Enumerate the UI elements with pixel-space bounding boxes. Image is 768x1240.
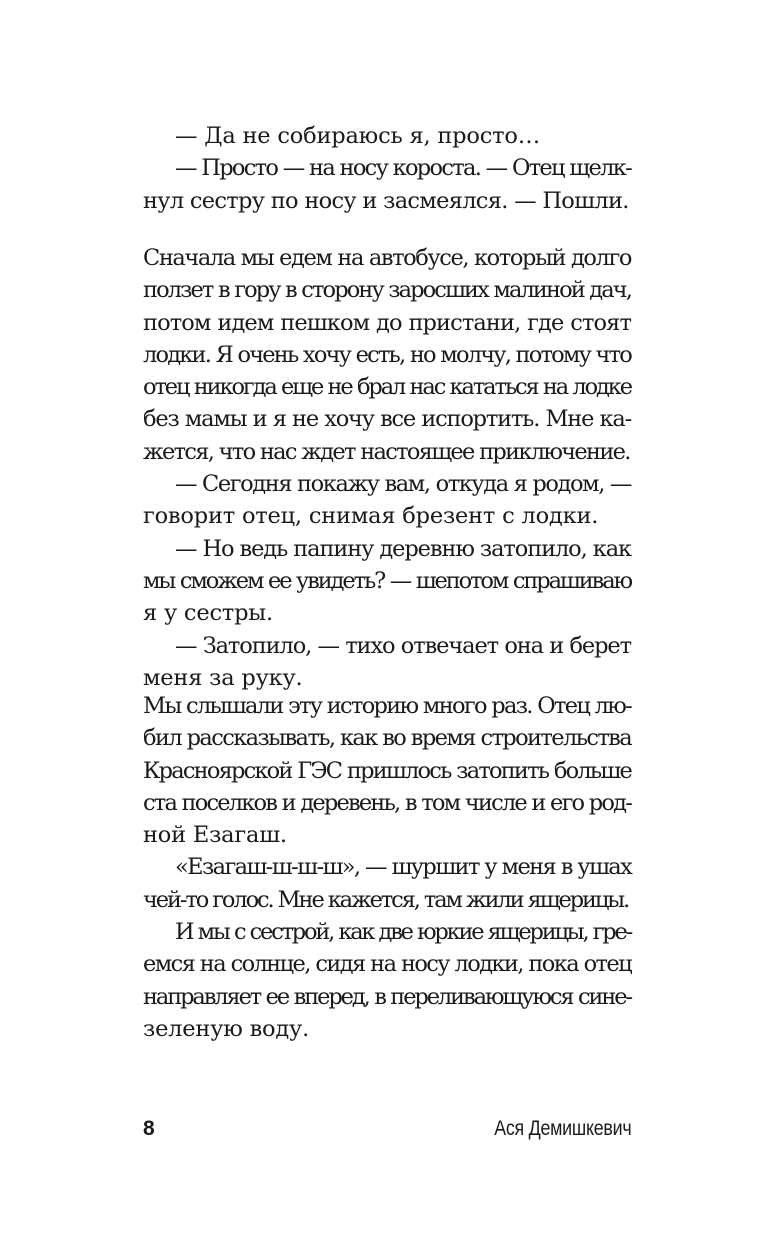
text-line: — Затопило, — тихо отвечает она и берет <box>175 632 631 659</box>
text-line: потом идем пешком до пристани, где стоят <box>143 309 631 336</box>
text-line: Мы слышали эту историю много раз. Отец лю- <box>143 693 631 719</box>
paragraph-block-village-story <box>143 690 631 1045</box>
text-line: меня за руку. <box>143 664 303 691</box>
text-line: говорит отец, снимая брезент с лодки. <box>143 503 599 530</box>
text-line: «Езагаш-ш-ш-ш», — шуршит у меня в ушах <box>175 854 632 881</box>
text-line: И мы с сестрой, как две юркие ящерицы, гре- <box>175 919 631 946</box>
text-line: Красноярской ГЭС пришлось затопить больше <box>143 757 631 784</box>
text-line: я у сестры. <box>143 600 273 627</box>
paragraph-block-boat-trip <box>143 242 631 694</box>
text-line: ста поселков и деревень, в том числе и его род- <box>143 789 631 816</box>
page-footer <box>143 1117 631 1147</box>
page-number: 8 <box>143 1117 155 1140</box>
text-line: направляет ее вперед, в переливающуюся сине- <box>143 983 631 1010</box>
text-line: — Да не собираюсь я, просто… <box>175 123 541 149</box>
running-footer-author: Ася Демишкевич <box>493 1117 631 1140</box>
dialogue-block-opening <box>143 120 631 217</box>
text-line: ной Езагаш. <box>143 822 287 849</box>
text-line: зеленую воду. <box>143 1015 310 1042</box>
text-line: — Сегодня покажу вам, откуда я родом, — <box>175 471 631 498</box>
text-line: чей-то голос. Мне кажется, там жили ящерицы. <box>143 886 629 913</box>
text-line: лодки. Я очень хочу есть, но молчу, потому что <box>143 341 631 368</box>
text-line: Сначала мы едем на автобусе, который долго <box>143 245 631 271</box>
text-line: жется, что нас ждет настоящее приключение. <box>143 438 630 465</box>
text-line: емся на солнце, сидя на носу лодки, пока отец <box>143 951 631 978</box>
text-line: нул сестру по носу и засмеялся. — Пошли. <box>143 187 629 214</box>
text-line: ползет в гору в сторону заросших малиной дач, <box>143 277 631 304</box>
text-line: без мамы и я не хочу все испортить. Мне ка- <box>143 406 631 433</box>
text-line: отец никогда еще не брал нас кататься на лодке <box>143 374 631 401</box>
text-line: мы сможем ее увидеть? — шепотом спрашиваю <box>143 567 631 594</box>
text-line: — Просто — на носу короста. — Отец щелк- <box>175 155 631 182</box>
text-line: — Но ведь папину деревню затопило, как <box>175 535 631 562</box>
text-line: бил рассказывать, как во время строительства <box>143 725 632 752</box>
